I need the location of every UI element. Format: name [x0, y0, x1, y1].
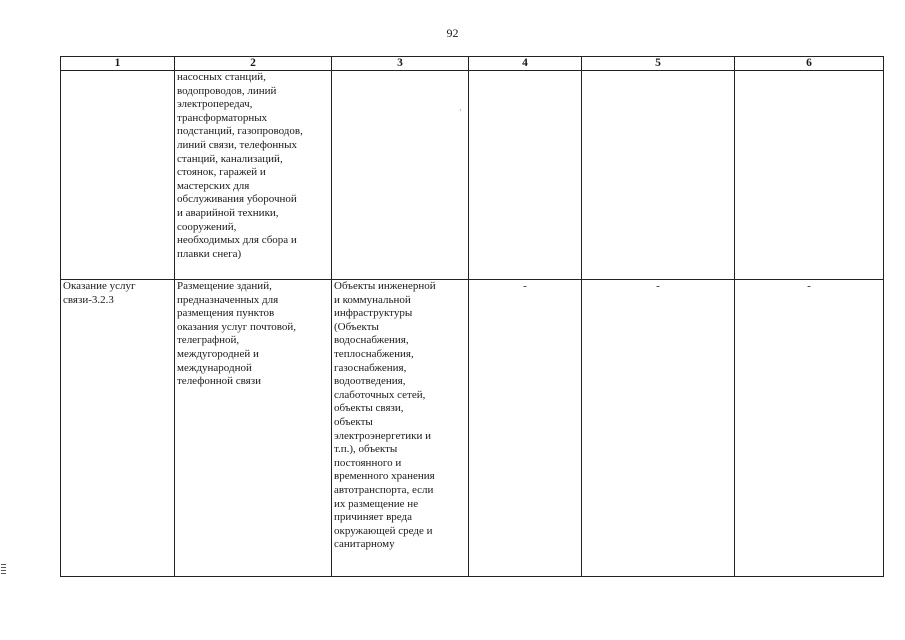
cell-col-6: [735, 71, 884, 280]
cell-text: -: [656, 280, 660, 292]
header-col-1: 1: [61, 57, 175, 71]
header-col-5: 5: [582, 57, 735, 71]
cell-activity-description: [175, 71, 332, 280]
cell-text: Размещение зданий, предназначенных для размещения пунктов оказания услуг почтовой, телеграфной, междугородней и международной телефонной связи: [177, 280, 297, 388]
header-col-6: 6: [735, 57, 884, 71]
cell-col-5: [582, 280, 735, 577]
table-row: [61, 71, 884, 280]
header-col-2: 2: [175, 57, 332, 71]
scan-edge-mark: [1, 564, 6, 576]
cell-activity-name: [61, 280, 175, 577]
cell-auxiliary-uses: [332, 280, 469, 577]
header-col-4: 4: [469, 57, 582, 71]
cell-activity-description: [175, 280, 332, 577]
cell-text: насосных станций, водопроводов, линий электропередач, трансформаторных подстанций, газопроводов, линий связи, телефонных станций, канализаций, стоянок, гаражей и мастерских для обслуживания уборочной и аварийной техники, сооружений, необходимых для сбора и плавки снега): [177, 71, 303, 260]
table-header-row: [61, 57, 884, 71]
cell-col-6: [735, 280, 884, 577]
cell-auxiliary-uses: [332, 71, 469, 280]
page-number: 92: [446, 26, 459, 40]
cell-text: Объекты инженерной и коммунальной инфраструктуры (Объекты водоснабжения, теплоснабжения, газоснабжения, водоотведения, слаботочных сетей, объекты связи, объекты электроэнергетики и т.п.), объекты постоянного и временного хранения автотранспорта, если их размещение не причиняет вреда окружающей среде и санитарному: [334, 280, 436, 551]
cell-text: -: [523, 280, 527, 292]
cell-col-5: [582, 71, 735, 280]
cell-text: -: [807, 280, 811, 292]
header-col-3: 3: [332, 57, 469, 71]
cell-col-4: [469, 71, 582, 280]
cell-col-4: [469, 280, 582, 577]
cell-activity-name: [61, 71, 175, 280]
regulation-table: [60, 56, 884, 577]
scan-artifact-dot: ·: [459, 106, 462, 115]
table-row: [61, 280, 884, 577]
cell-text: Оказание услуг связи-3.2.3: [63, 280, 136, 306]
